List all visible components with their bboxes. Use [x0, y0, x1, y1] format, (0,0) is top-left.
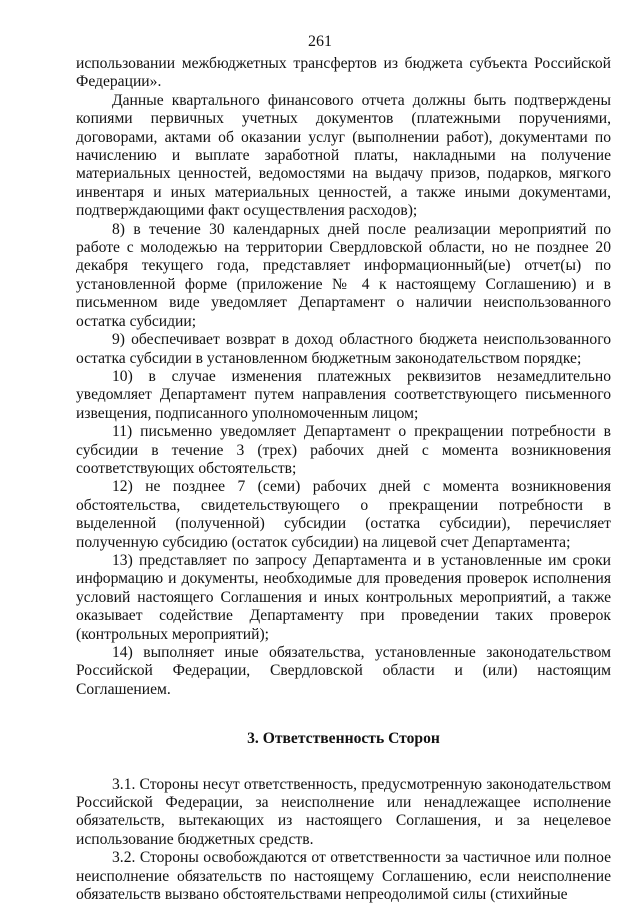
paragraph-clause-3-2: 3.2. Стороны освобождаются от ответственности за частичное или полное неисполнение обязательств по настоящему Соглашению, если неисполнение обязательств вызвано обстоятельствами непреодолимой силы (стихийные — [76, 849, 611, 904]
paragraph-item-10: 10) в случае изменения платежных реквизитов незамедлительно уведомляет Департамент путем направления соответствующего письменного извещения, подписанного уполномоченным лицом; — [76, 367, 611, 422]
paragraph-item-14: 14) выполняет иные обязательства, установленные законодательством Российской Федерации, Свердловской области и (или) настоящим Соглашением. — [76, 644, 611, 698]
paragraph-clause-3-1: 3.1. Стороны несут ответственность, предусмотренную законодательством Российской Федерации, за неисполнение или ненадлежащее исполнение обязательств, вытекающих из настоящего Соглашения, и за нецелевое использование бюджетных средств. — [76, 775, 611, 848]
page-content — [76, 55, 611, 904]
section-heading: 3. Ответственность Сторон — [247, 730, 440, 748]
paragraph-report-confirmation: Данные квартального финансового отчета должны быть подтверждены копиями первичных учетных документов (платежными поручениями, договорами, актами об оказании услуг (выполнении работ), документами по начислению и выплате заработной платы, накладными на получение материальных ценностей, ведомостями на выдачу призов, подарков, мягкого инвентаря и иных материальных ценностей, а также иными документами, подтверждающими факт осуществления расходов); — [76, 91, 611, 220]
paragraph-item-12: 12) не позднее 7 (семи) рабочих дней с момента возникновения обстоятельства, свидетельствующего о прекращении потребности в выделенной (полученной) субсидии (остатка субсидии), перечисляет полученную субсидию (остаток субсидии) на лицевой счет Департамента; — [76, 478, 611, 551]
paragraph-item-13: 13) представляет по запросу Департамента и в установленные им сроки информацию и документы, необходимые для проведения проверок исполнения условий настоящего Соглашения и иных контрольных мероприятий, а также оказывает содействие Департаменту при проведении таких проверок (контрольных мероприятий); — [76, 551, 611, 643]
paragraph-item-8: 8) в течение 30 календарных дней после реализации мероприятий по работе с молодежью на территории Свердловской области, но не позднее 20 декабря текущего года, представляет информационный(ые) отчет(ы) по установленной форме (приложение № 4 к настоящему Соглашению) и в письменном виде уведомляет Департамент о наличии неиспользованного остатка субсидии; — [76, 220, 611, 330]
paragraph-item-9: 9) обеспечивает возврат в доход областного бюджета неиспользованного остатка субсидии в установленном бюджетным законодательством порядке; — [76, 331, 611, 367]
page-number: 261 — [308, 33, 332, 50]
paragraph-continuation: использовании межбюджетных трансфертов из бюджета субъекта Российской Федерации». — [76, 55, 611, 91]
paragraph-item-11: 11) письменно уведомляет Департамент о прекращении потребности в субсидии в течение 3 (трех) рабочих дней с момента возникновения соответствующих обстоятельств; — [76, 423, 611, 477]
